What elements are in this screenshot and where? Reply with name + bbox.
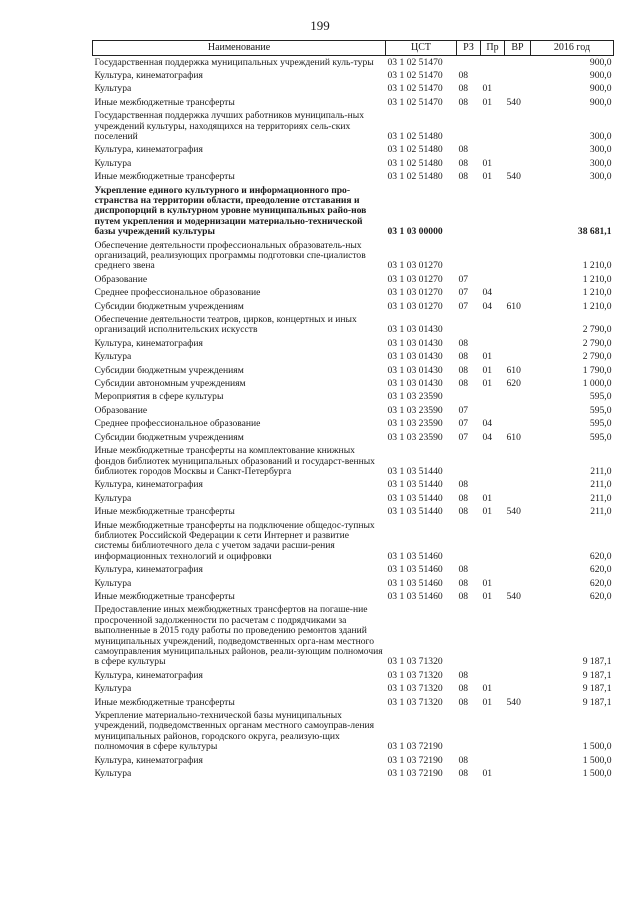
row-name: Культура, кинематография bbox=[94, 669, 203, 681]
row-rz: 08 bbox=[458, 171, 469, 183]
table-row bbox=[93, 710, 614, 755]
row-cst: 03 1 03 01430 bbox=[387, 351, 443, 363]
row-name: Укрепление материально-технической базы муниципальных учреждений, подведомственных органам местного самоуправ-ления муниципальных районов, городского округа, реализую-щих полномочия в сфере культуры bbox=[94, 710, 375, 753]
row-cst: 03 1 02 51480 bbox=[387, 130, 443, 142]
row-pr: 01 bbox=[482, 506, 493, 518]
row-name: Культура, кинематография bbox=[94, 754, 203, 766]
row-cst: 03 1 03 51440 bbox=[387, 465, 443, 477]
row-pr bbox=[481, 404, 505, 417]
row-rz: 08 bbox=[458, 351, 469, 363]
row-cst: 03 1 03 23590 bbox=[387, 391, 443, 403]
row-rz: 08 bbox=[458, 577, 469, 589]
row-cst: 03 1 03 23590 bbox=[387, 431, 443, 443]
table-row bbox=[93, 696, 614, 709]
row-pr: 01 bbox=[482, 378, 493, 390]
row-vr bbox=[505, 337, 531, 350]
row-vr bbox=[505, 110, 531, 144]
row-amount: 2 790,0 bbox=[582, 351, 612, 363]
row-name: Культура bbox=[94, 83, 132, 95]
row-name: Субсидии бюджетным учреждениям bbox=[94, 364, 244, 376]
row-vr bbox=[505, 144, 531, 157]
header-year: 2016 год bbox=[531, 41, 614, 56]
row-amount: 1 210,0 bbox=[582, 260, 612, 272]
row-pr: 01 bbox=[482, 492, 493, 504]
row-name: Мероприятия в сфере культуры bbox=[94, 391, 224, 403]
table-row bbox=[93, 171, 614, 184]
row-amount: 595,0 bbox=[589, 391, 612, 403]
row-cst: 03 1 03 51440 bbox=[387, 492, 443, 504]
row-vr: 610 bbox=[506, 300, 521, 312]
row-cst: 03 1 03 72190 bbox=[387, 754, 443, 766]
table-row bbox=[93, 519, 614, 564]
row-name: Образование bbox=[94, 273, 148, 285]
table-row bbox=[93, 479, 614, 492]
row-pr bbox=[481, 337, 505, 350]
row-rz: 07 bbox=[458, 300, 469, 312]
row-cst: 03 1 02 51470 bbox=[387, 83, 443, 95]
row-rz: 08 bbox=[458, 364, 469, 376]
row-cst: 03 1 02 51470 bbox=[387, 96, 443, 108]
row-cst: 03 1 03 01430 bbox=[387, 364, 443, 376]
row-name: Государственная поддержка лучших работников муниципаль-ных учреждений культуры, находящихся на территориях сель-ских поселений bbox=[94, 110, 364, 142]
row-vr bbox=[505, 492, 531, 505]
row-amount: 900,0 bbox=[589, 69, 612, 81]
row-vr bbox=[505, 683, 531, 696]
row-vr: 610 bbox=[506, 364, 521, 376]
row-vr bbox=[505, 239, 531, 273]
row-rz bbox=[457, 184, 481, 239]
row-pr: 01 bbox=[482, 577, 493, 589]
table-row bbox=[93, 157, 614, 170]
row-vr bbox=[505, 351, 531, 364]
row-cst: 03 1 03 01430 bbox=[387, 324, 443, 336]
row-rz: 07 bbox=[458, 404, 469, 416]
table-row bbox=[93, 314, 614, 338]
header-vr: ВР bbox=[505, 41, 531, 56]
row-cst: 03 1 03 71320 bbox=[387, 696, 443, 708]
row-name: Культура, кинематография bbox=[94, 564, 203, 576]
row-cst: 03 1 03 51440 bbox=[387, 506, 443, 518]
table-row bbox=[93, 273, 614, 286]
row-pr: 01 bbox=[482, 590, 493, 602]
row-rz: 08 bbox=[458, 96, 469, 108]
table-row bbox=[93, 337, 614, 350]
table-row bbox=[93, 83, 614, 96]
row-name: Культура, кинематография bbox=[94, 144, 203, 156]
table-row bbox=[93, 754, 614, 767]
row-amount: 1 210,0 bbox=[582, 287, 612, 299]
row-name: Иные межбюджетные трансферты bbox=[94, 590, 235, 602]
row-vr bbox=[505, 273, 531, 286]
row-rz: 08 bbox=[458, 337, 469, 349]
row-cst: 03 1 03 71320 bbox=[387, 683, 443, 695]
row-cst: 03 1 02 51480 bbox=[387, 157, 443, 169]
row-amount: 9 187,1 bbox=[582, 683, 612, 695]
row-amount: 1 500,0 bbox=[582, 768, 612, 780]
header-pr: Пр bbox=[481, 41, 505, 56]
row-name: Культура, кинематография bbox=[94, 337, 203, 349]
row-vr bbox=[505, 479, 531, 492]
row-amount: 2 790,0 bbox=[582, 337, 612, 349]
row-vr: 540 bbox=[506, 696, 521, 708]
row-cst: 03 1 03 00000 bbox=[387, 226, 443, 238]
row-rz bbox=[457, 56, 481, 70]
row-amount: 900,0 bbox=[589, 56, 612, 68]
table-row bbox=[93, 351, 614, 364]
row-rz: 08 bbox=[458, 669, 469, 681]
table-row bbox=[93, 418, 614, 431]
row-cst: 03 1 03 72190 bbox=[387, 768, 443, 780]
row-cst: 03 1 03 23590 bbox=[387, 404, 443, 416]
table-row bbox=[93, 492, 614, 505]
row-name: Иные межбюджетные трансферты bbox=[94, 696, 235, 708]
row-pr: 01 bbox=[482, 83, 493, 95]
row-amount: 620,0 bbox=[589, 590, 612, 602]
row-rz bbox=[457, 519, 481, 564]
row-pr bbox=[481, 184, 505, 239]
row-pr: 01 bbox=[482, 768, 493, 780]
row-cst: 03 1 03 01270 bbox=[387, 273, 443, 285]
table-header bbox=[93, 41, 614, 56]
row-cst: 03 1 02 51480 bbox=[387, 171, 443, 183]
row-name: Укрепление единого культурного и информационного про-странства на территории области, преодоление отставания и диспропорций в культурном уровне муниципальных райо-нов путем укрепления и модернизации материально-технической базы учреждений культуры bbox=[94, 184, 367, 238]
row-name: Культура, кинематография bbox=[94, 479, 203, 491]
row-pr bbox=[481, 391, 505, 404]
table-row bbox=[93, 69, 614, 82]
row-cst: 03 1 03 23590 bbox=[387, 418, 443, 430]
row-pr: 01 bbox=[482, 171, 493, 183]
row-pr bbox=[481, 479, 505, 492]
row-name: Обеспечение деятельности профессиональных образователь-ных организаций, реализующих программы подготовки спе-циалистов среднего звена bbox=[94, 239, 366, 272]
row-name: Культура bbox=[94, 577, 132, 589]
row-rz: 07 bbox=[458, 431, 469, 443]
row-cst: 03 1 03 01430 bbox=[387, 337, 443, 349]
row-pr: 01 bbox=[482, 683, 493, 695]
table-row bbox=[93, 391, 614, 404]
row-name: Культура bbox=[94, 683, 132, 695]
row-amount: 595,0 bbox=[589, 418, 612, 430]
table-row bbox=[93, 431, 614, 444]
row-rz: 08 bbox=[458, 492, 469, 504]
table-row bbox=[93, 144, 614, 157]
row-rz: 08 bbox=[458, 696, 469, 708]
row-name: Среднее профессиональное образование bbox=[94, 287, 261, 299]
row-cst: 03 1 03 01270 bbox=[387, 287, 443, 299]
row-pr: 01 bbox=[482, 364, 493, 376]
row-name: Культура, кинематография bbox=[94, 69, 203, 81]
row-rz: 08 bbox=[458, 479, 469, 491]
table-row bbox=[93, 96, 614, 109]
row-vr: 610 bbox=[506, 431, 521, 443]
row-vr bbox=[505, 710, 531, 755]
row-vr bbox=[505, 754, 531, 767]
header-name: Наименование bbox=[93, 41, 386, 56]
table-row bbox=[93, 768, 614, 781]
row-rz bbox=[457, 604, 481, 669]
table-row bbox=[93, 404, 614, 417]
row-amount: 211,0 bbox=[590, 506, 612, 518]
row-rz: 08 bbox=[458, 683, 469, 695]
row-amount: 300,0 bbox=[589, 171, 612, 183]
row-cst: 03 1 02 51470 bbox=[387, 69, 443, 81]
table-row bbox=[93, 577, 614, 590]
row-vr bbox=[505, 445, 531, 479]
row-amount: 595,0 bbox=[589, 404, 612, 416]
row-amount: 211,0 bbox=[590, 465, 612, 477]
row-rz bbox=[457, 239, 481, 273]
row-rz: 08 bbox=[458, 564, 469, 576]
table-row bbox=[93, 287, 614, 300]
row-pr bbox=[481, 110, 505, 144]
row-name: Культура bbox=[94, 157, 132, 169]
row-pr: 04 bbox=[482, 287, 493, 299]
row-pr bbox=[481, 239, 505, 273]
row-vr bbox=[505, 564, 531, 577]
row-vr bbox=[505, 56, 531, 70]
table-row bbox=[93, 184, 614, 239]
row-cst: 03 1 03 51460 bbox=[387, 577, 443, 589]
row-name: Иные межбюджетные трансферты bbox=[94, 506, 235, 518]
row-rz bbox=[457, 391, 481, 404]
row-pr bbox=[481, 56, 505, 70]
row-vr bbox=[505, 418, 531, 431]
row-pr bbox=[481, 564, 505, 577]
row-amount: 9 187,1 bbox=[582, 696, 612, 708]
page-number: 199 bbox=[310, 18, 330, 33]
row-cst: 03 1 02 51470 bbox=[387, 56, 443, 68]
row-pr bbox=[481, 519, 505, 564]
row-amount: 9 187,1 bbox=[582, 656, 612, 668]
row-name: Образование bbox=[94, 404, 148, 416]
row-pr bbox=[481, 710, 505, 755]
row-name: Иные межбюджетные трансферты bbox=[94, 171, 235, 183]
row-amount: 1 210,0 bbox=[582, 273, 612, 285]
row-vr bbox=[505, 314, 531, 338]
row-name: Культура bbox=[94, 492, 132, 504]
row-vr bbox=[505, 83, 531, 96]
table-row bbox=[93, 683, 614, 696]
row-rz: 08 bbox=[458, 157, 469, 169]
row-amount: 620,0 bbox=[589, 577, 612, 589]
row-rz: 07 bbox=[458, 287, 469, 299]
row-amount: 9 187,1 bbox=[582, 669, 612, 681]
row-amount: 1 500,0 bbox=[582, 754, 612, 766]
row-cst: 03 1 03 71320 bbox=[387, 669, 443, 681]
table-row bbox=[93, 300, 614, 313]
row-amount: 900,0 bbox=[589, 83, 612, 95]
row-vr: 540 bbox=[506, 590, 521, 602]
row-cst: 03 1 02 51480 bbox=[387, 144, 443, 156]
row-cst: 03 1 03 72190 bbox=[387, 741, 443, 753]
row-name: Среднее профессиональное образование bbox=[94, 418, 261, 430]
row-name: Культура bbox=[94, 768, 132, 780]
row-name: Предоставление иных межбюджетных трансфертов на погаше-ние просроченной задолженности по расчетам с подрядчиками за выполненные в 2015 году работы по проведению ремонтов зданий муниципальных учреждений, подведомственных орга-нам местного самоуправления муниципальных районов, реали-зующим полномочия в сфере культуры bbox=[94, 604, 383, 668]
row-pr: 04 bbox=[482, 431, 493, 443]
table-row bbox=[93, 506, 614, 519]
row-pr bbox=[481, 754, 505, 767]
row-name: Субсидии бюджетным учреждениям bbox=[94, 431, 244, 443]
row-rz bbox=[457, 445, 481, 479]
row-amount: 595,0 bbox=[589, 431, 612, 443]
row-pr bbox=[481, 144, 505, 157]
row-pr: 04 bbox=[482, 300, 493, 312]
row-pr bbox=[481, 273, 505, 286]
table-row bbox=[93, 564, 614, 577]
row-amount: 900,0 bbox=[589, 96, 612, 108]
row-amount: 211,0 bbox=[590, 479, 612, 491]
row-amount: 1 790,0 bbox=[582, 364, 612, 376]
row-name: Субсидии автономным учреждениям bbox=[94, 378, 246, 390]
row-vr: 540 bbox=[506, 96, 521, 108]
row-rz bbox=[457, 314, 481, 338]
row-name: Иные межбюджетные трансферты на подключение общедос-тупных библиотек Российской Федерации к сети Интернет и развитие системы библиотечного дела с учетом задачи расши-рения информационных технологий и оцифровки bbox=[94, 519, 375, 562]
row-pr bbox=[481, 445, 505, 479]
table-row bbox=[93, 239, 614, 273]
row-pr: 01 bbox=[482, 96, 493, 108]
row-rz: 08 bbox=[458, 590, 469, 602]
table-row bbox=[93, 604, 614, 669]
row-pr: 04 bbox=[482, 418, 493, 430]
row-rz bbox=[457, 110, 481, 144]
row-amount: 300,0 bbox=[589, 144, 612, 156]
row-amount: 38 681,1 bbox=[577, 226, 612, 238]
row-cst: 03 1 03 01270 bbox=[387, 300, 443, 312]
row-pr: 01 bbox=[482, 696, 493, 708]
table-row bbox=[93, 669, 614, 682]
row-amount: 1 210,0 bbox=[582, 300, 612, 312]
row-vr: 620 bbox=[506, 378, 521, 390]
row-pr bbox=[481, 669, 505, 682]
row-name: Иные межбюджетные трансферты bbox=[94, 96, 235, 108]
row-cst: 03 1 03 01270 bbox=[387, 260, 443, 272]
row-amount: 2 790,0 bbox=[582, 324, 612, 336]
row-amount: 620,0 bbox=[589, 564, 612, 576]
header-rz: РЗ bbox=[457, 41, 481, 56]
row-cst: 03 1 03 51440 bbox=[387, 479, 443, 491]
row-vr: 540 bbox=[506, 171, 521, 183]
table-row bbox=[93, 378, 614, 391]
row-amount: 211,0 bbox=[590, 492, 612, 504]
row-rz: 08 bbox=[458, 378, 469, 390]
row-rz bbox=[457, 710, 481, 755]
row-pr bbox=[481, 314, 505, 338]
row-pr bbox=[481, 69, 505, 82]
row-name: Обеспечение деятельности театров, цирков, концертных и иных организаций исполнительских искусств bbox=[94, 314, 357, 336]
row-pr bbox=[481, 604, 505, 669]
row-vr bbox=[505, 604, 531, 669]
row-vr bbox=[505, 391, 531, 404]
row-rz: 07 bbox=[458, 273, 469, 285]
row-rz: 08 bbox=[458, 506, 469, 518]
row-rz: 08 bbox=[458, 768, 469, 780]
table-body bbox=[93, 56, 614, 781]
row-cst: 03 1 03 01430 bbox=[387, 378, 443, 390]
row-pr: 01 bbox=[482, 351, 493, 363]
row-name: Иные межбюджетные трансферты на комплектование книжных фондов библиотек муниципальных образований и государст-венных библиотек городов Москвы и Санкт-Петербурга bbox=[94, 445, 375, 477]
row-vr bbox=[505, 519, 531, 564]
row-name: Культура bbox=[94, 351, 132, 363]
row-vr: 540 bbox=[506, 506, 521, 518]
row-amount: 1 000,0 bbox=[582, 378, 612, 390]
row-rz: 08 bbox=[458, 69, 469, 81]
row-amount: 1 500,0 bbox=[582, 741, 612, 753]
row-name: Субсидии бюджетным учреждениям bbox=[94, 300, 244, 312]
row-amount: 300,0 bbox=[589, 157, 612, 169]
row-vr bbox=[505, 768, 531, 781]
row-amount: 300,0 bbox=[589, 130, 612, 142]
row-amount: 620,0 bbox=[589, 550, 612, 562]
table-row bbox=[93, 445, 614, 479]
row-rz: 08 bbox=[458, 83, 469, 95]
row-vr bbox=[505, 404, 531, 417]
row-pr: 01 bbox=[482, 157, 493, 169]
table-row bbox=[93, 110, 614, 144]
row-rz: 08 bbox=[458, 144, 469, 156]
row-cst: 03 1 03 51460 bbox=[387, 564, 443, 576]
row-vr bbox=[505, 577, 531, 590]
row-cst: 03 1 03 71320 bbox=[387, 656, 443, 668]
row-vr bbox=[505, 669, 531, 682]
row-rz: 08 bbox=[458, 754, 469, 766]
row-vr bbox=[505, 287, 531, 300]
table-row bbox=[93, 364, 614, 377]
row-vr bbox=[505, 184, 531, 239]
row-cst: 03 1 03 51460 bbox=[387, 550, 443, 562]
table-row bbox=[93, 590, 614, 603]
row-vr bbox=[505, 157, 531, 170]
budget-table bbox=[92, 40, 614, 781]
row-cst: 03 1 03 51460 bbox=[387, 590, 443, 602]
row-vr bbox=[505, 69, 531, 82]
row-rz: 07 bbox=[458, 418, 469, 430]
row-name: Государственная поддержка муниципальных учреждений куль-туры bbox=[94, 56, 374, 68]
header-cst: ЦСТ bbox=[386, 41, 457, 56]
table-row bbox=[93, 56, 614, 70]
